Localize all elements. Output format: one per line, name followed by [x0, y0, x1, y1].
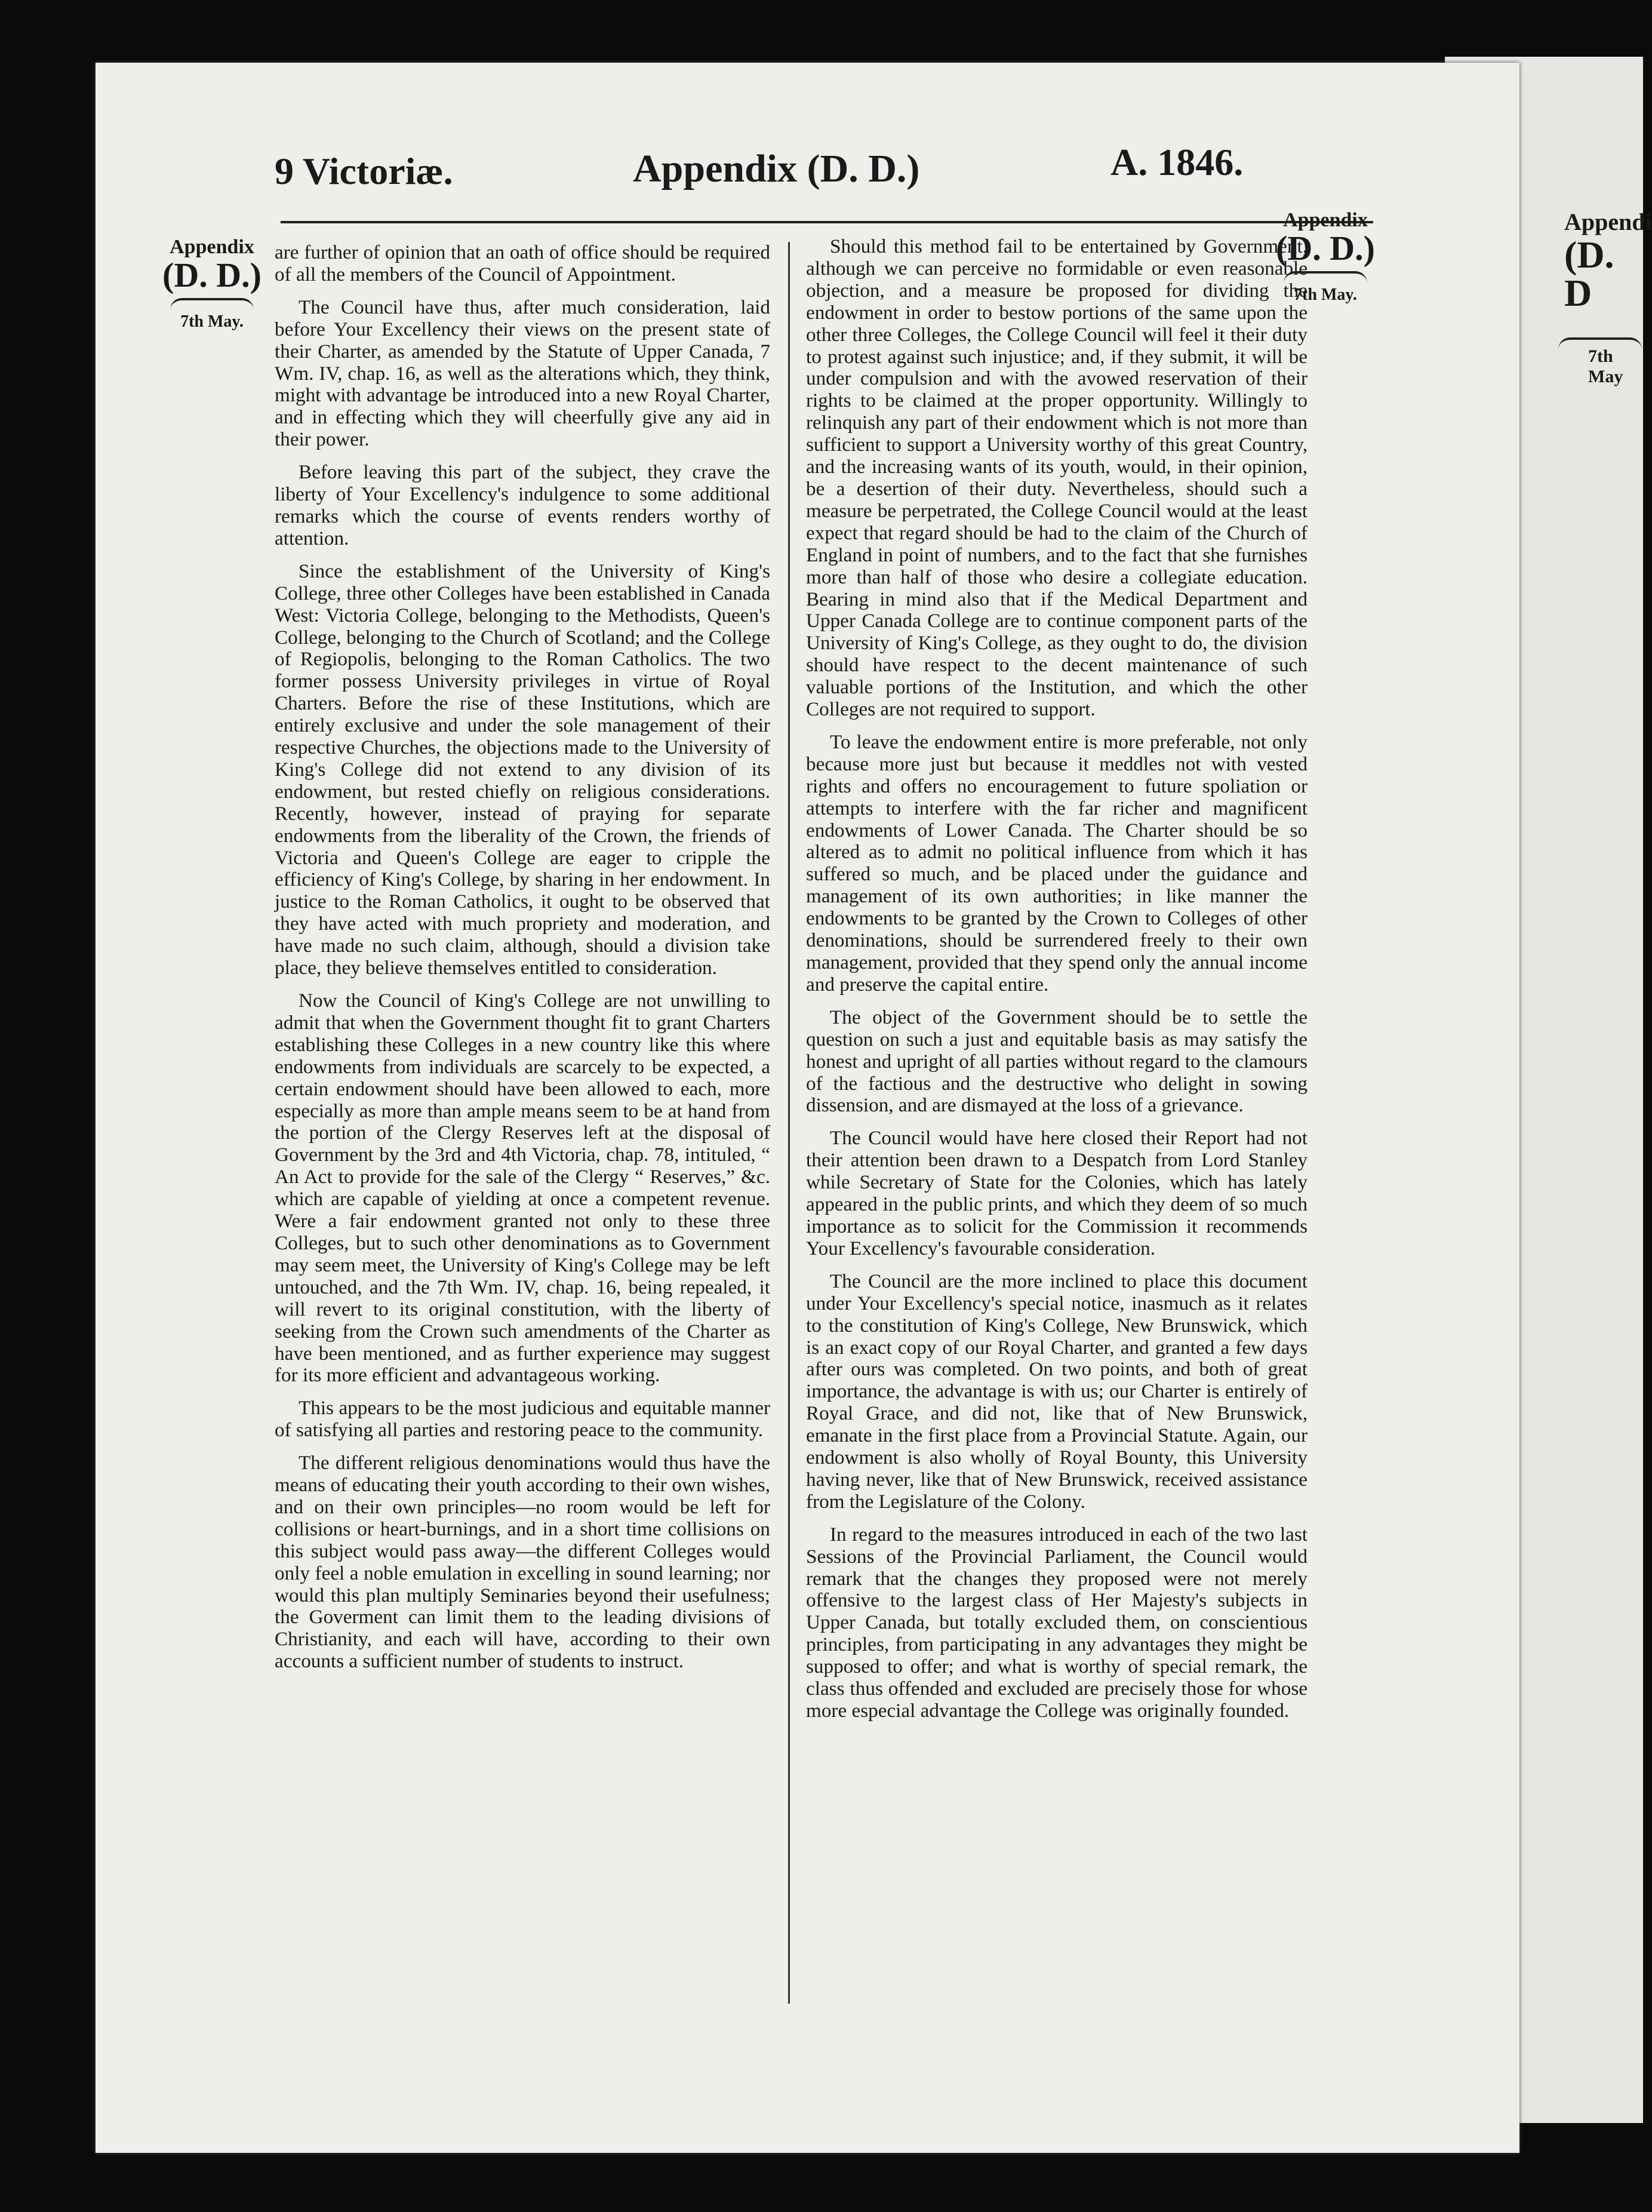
back-page-date: 7th May	[1588, 346, 1623, 386]
column-divider	[788, 242, 790, 2004]
paragraph: The different religious denominations would thus have the means of educating their youth according to their own wishes, and on their own principles—no room would be left for collisions or heart-burnings, and in a short time collisions on this subject would pass away—the different Colleges would only feel a noble emulation in excelling in sound learning; nor would this plan multiply Seminaries beyond their usefulness; the Goverment can limit them to the leading divisions of Christianity, and each will have, according to their own accounts a sufficient number of students to instruct.	[275, 1452, 770, 1673]
page-header	[96, 63, 1519, 230]
right-text-column	[806, 236, 1308, 1722]
paragraph: Now the Council of King's College are not unwilling to admit that when the Government thought fit to grant Charters establishing these Colleges in a new country like this where endowments from individuals are scarcely to be expected, a certain endowment should have been allowed to each, more especially as more than ample means seem to be at hand from the portion of the Clergy Reserves left at the disposal of Government by the 3rd and 4th Victoria, chap. 78, intituled, “ An Act to provide for the sale of the Clergy “ Reserves,” &c. which are capable of yielding at once a competent revenue. Were a fair endowment granted not only to these three Colleges, but to such other denominations as to Government may seem meet, the University of King's College may be left untouched, and the 7th Wm. IV, chap. 16, being repealed, it will revert to its original constitution, with the liberty of seeking from the Crown such amendments of the Charter as have been mentioned, and as further experience may suggest for its more efficient and advantageous working.	[275, 990, 770, 1387]
margin-brace	[170, 298, 254, 310]
paragraph: The Council are the more inclined to place this document under Your Excellency's special notice, inasmuch as it relates to the constitution of King's College, New Brunswick, which is an exact copy of our Royal Charter, and granted a few days after ours was completed. On two points, and both of great importance, the advantage is with us; our Charter is entirely of Royal Grace, and did not, like that of New Brunswick, emanate in the first place from a Provincial Statute. Again, our endowment is also wholly of Royal Bounty, this University having never, like that of New Brunswick, received assistance from the Legislature of the Colony.	[806, 1270, 1308, 1513]
back-page-appendix-dd: (D. D	[1564, 234, 1614, 314]
margin-appendix-dd: (D. D.)	[1276, 229, 1375, 268]
document-page	[96, 63, 1519, 2153]
paragraph: The Council have thus, after much consideration, laid before Your Excellency their views on the present state of their Charter, as amended by the Statute of Upper Canada, 7 Wm. IV, chap. 16, as well as the alterations which, they think, might with advantage be introduced into a new Royal Charter, and in effecting which they will cheerfully give any aid in their power.	[275, 296, 770, 451]
back-page-appendix-label: Appendi	[1564, 208, 1652, 235]
header-session: 9 Victoriæ.	[275, 150, 453, 192]
paragraph: In regard to the measures introduced in each of the two last Sessions of the Provincial Parliament, the Council would remark that the changes they proposed were not merely offensive to the largest class of Her Majesty's subjects in Upper Canada, but totally excluded them, on conscientious principles, from participating in any advantages they might be supposed to offer; and what is worthy of special remark, the class thus offended and excluded are precisely those for whose more especial advantage the College was originally founded.	[806, 1523, 1308, 1722]
header-title: Appendix (D. D.)	[633, 147, 920, 191]
left-margin-note	[161, 236, 263, 331]
left-text-column	[275, 242, 770, 1673]
header-rule	[281, 221, 1373, 223]
paragraph: The object of the Government should be to settle the question on such a just and equitable basis as may satisfy the honest and upright of all parties without regard to the clamours of the factious and the destructive who delight in sowing dissension, and are dismayed at the loss of a grievance.	[806, 1006, 1308, 1117]
margin-appendix-dd: (D. D.)	[162, 256, 262, 294]
paragraph: The Council would have here closed their Report had not their attention been drawn to a Despatch from Lord Stanley while Secretary of State for the Colonies, which has lately appeared in the public prints, and which they deem of so much importance as to solicit for the Commission it recommends Your Excellency's favourable consideration.	[806, 1127, 1308, 1259]
header-year: A. 1846.	[1110, 141, 1244, 183]
paragraph: are further of opinion that an oath of office should be required of all the members of the Council of Appointment.	[275, 241, 770, 285]
paragraph: Since the establishment of the University of King's College, three other Colleges have been established in Canada West: Victoria College, belonging to the Methodists, Queen's College, belonging to the Church of Scotland; and the College of Regiopolis, belonging to the Roman Catholics. The two former possess University privileges in virtue of Royal Charters. Before the rise of these Institutions, which are entirely exclusive and under the sole management of their respective Churches, the objections made to the University of King's College did not extend to any division of its endowment, but rested chiefly on religious considerations. Recently, however, instead of praying for separate endowments from the liberality of the Crown, the friends of Victoria and Queen's College are eager to cripple the efficiency of King's College, by sharing in her endowment. In justice to the Roman Catholics, it ought to be observed that they have acted with much propriety and moderation, and have made no such claim, although, should a division take place, they believe themselves entitled to consideration.	[275, 560, 770, 979]
margin-date: 7th May.	[1294, 285, 1357, 304]
margin-date: 7th May.	[180, 312, 244, 331]
margin-appendix-label: Appendix	[1283, 209, 1368, 231]
paragraph: Should this method fail to be entertained by Government, although we can perceive no formidable or even reasonable objection, and a measure be proposed for dividing the endowment in order to bestow portions of the same upon the other three Colleges, the College Council will feel it their duty to protest against such injustice; and, if they submit, it will be under compulsion and with the avowed reservation of their rights to be claimed at the proper opportunity. Willingly to relinquish any part of their endowment which is not more than sufficient to support a University worthy of this great Country, and the increasing wants of its youth, would, in their opinion, be a desertion of their duty. Nevertheless, should such a measure be perpetrated, the College Council would at the least expect that regard should be had to the claim of the Church of England in point of numbers, and to the fact that she furnishes more than half of those who desire a collegiate education. Bearing in mind also that if the Medical Department and Upper Canada College are to continue component parts of the University of King's College, as they ought to do, the division should have respect to the decent maintenance of such valuable portions of the Institution, and which the other Colleges are not required to support.	[806, 235, 1308, 721]
paragraph: This appears to be the most judicious and equitable manner of satisfying all parties and restoring peace to the community.	[275, 1397, 770, 1442]
margin-appendix-label: Appendix	[170, 236, 254, 258]
paragraph: To leave the endowment entire is more preferable, not only because more just but because it meddles not with vested rights and offers no encouragement to future spoliation or attempts to interfere with the far richer and magnificent endowments of Lower Canada. The Charter should be so altered as to admit no political influence from which it has suffered so much, and be placed under the guidance and management of its own authorities; in like manner the endowments to be granted by the Crown to Colleges of other denominations, should be surrendered freely to their own management, provided that they spend only the annual income and preserve the capital entire.	[806, 730, 1308, 996]
paragraph: Before leaving this part of the subject, they crave the liberty of Your Excellency's indulgence to some additional remarks which the course of events renders worthy of attention.	[275, 461, 770, 549]
